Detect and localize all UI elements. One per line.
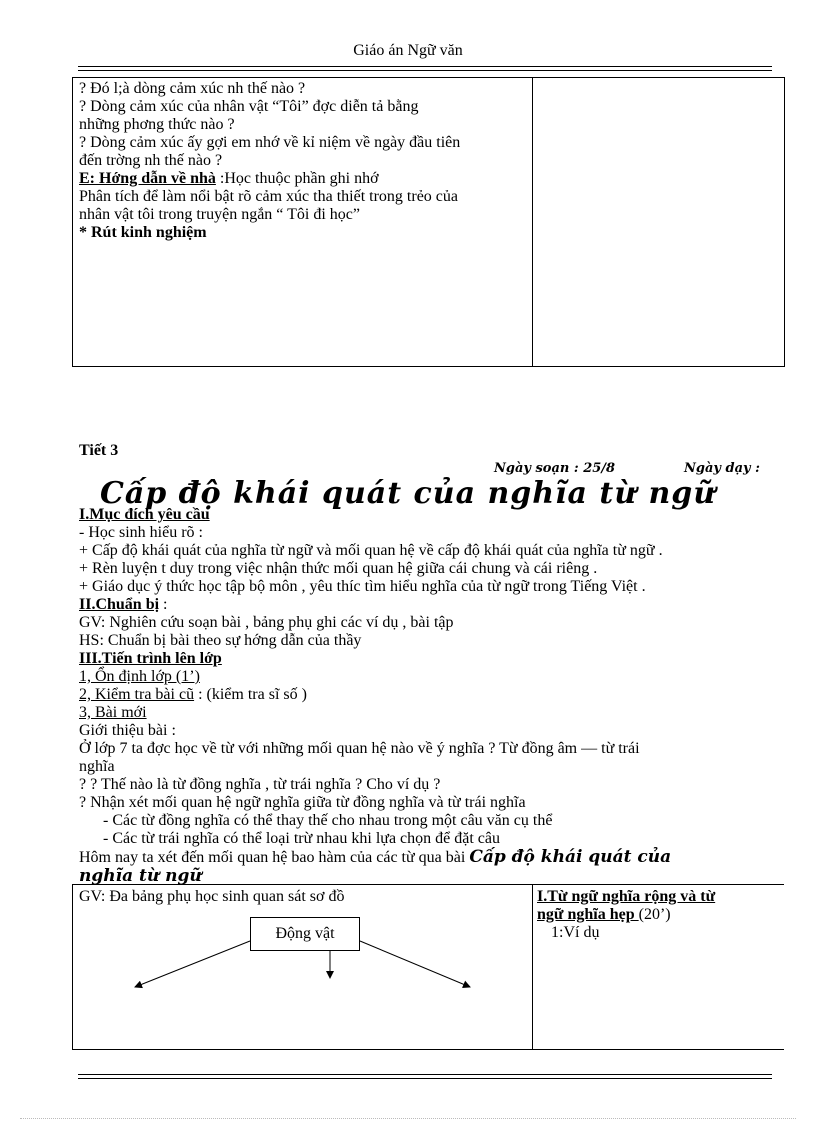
bullet-line-2: - Các từ trái nghĩa có thể loại trừ nhau khi lựa chọn để đặt câu [103,830,500,847]
intro-line-1: Giới thiệu bài : [79,722,176,739]
question-line-5: đến trờng nh thế nào ? [79,152,223,169]
intro-line-3: nghĩa [79,758,115,775]
section3-heading: III.Tiến trình lên lớp [79,650,222,667]
today-title-2: nghĩa từ ngữ [79,866,202,886]
bullet-line-1: - Các từ đồng nghĩa có thể thay thế cho nhau trong một câu văn cụ thể [103,812,553,829]
section1-line-2: + Cấp độ khái quát của nghĩa từ ngữ và mối quan hệ về cấp độ khái quát của nghĩa từ ngữ . [79,542,663,559]
question-line-3: những phơng thức nào ? [79,116,235,133]
step-2: 2, Kiểm tra bài cũ [79,686,195,703]
question-line-1: ? Đó l;à dòng cảm xúc nh thế nào ? [79,80,306,97]
step-3: 3, Bài mới [79,704,147,721]
today-title-1: Cấp độ khái quát của [469,847,672,867]
arrow-left [135,941,250,987]
question-line-4: ? Dòng cảm xúc ấy gợi em nhớ về kỉ niệm về ngày đầu tiên [79,134,461,151]
intro-line-5: ? Nhận xét mối quan hệ ngữ nghĩa giữa từ đồng nghĩa và từ trái nghĩa [79,794,526,811]
section2-line-1: GV: Nghiên cứu soạn bài , bảng phụ ghi các ví dụ , bài tập [79,614,454,631]
page-bottom-dotted-line [20,1118,796,1119]
homework-label: E: Hớng dẫn về nhà [79,170,216,187]
section1-line-3: + Rèn luyện t duy trong việc nhận thức mối quan hệ giữa cái chung và cái riêng . [79,560,598,577]
bottom-left-text: GV: Đa bảng phụ học sinh quan sát sơ đồ [79,888,345,905]
section2-line-2: HS: Chuẩn bị bài theo sự hớng dẫn của thầy [79,632,362,649]
homework-text: :Học thuộc phần ghi nhớ [215,170,379,187]
lesson-title: Cấp độ khái quát của nghĩa từ ngữ [99,476,717,511]
document-header: Giáo án Ngữ văn [353,42,463,59]
date-taught: Ngày dạy : [684,461,760,476]
footer-double-rule [78,1074,772,1079]
experience-heading: * Rút kinh nghiệm [79,224,207,241]
analysis-line-2: nhân vật tôi trong truyện ngắn “ Tôi đi học” [79,206,360,223]
question-line-2: ? Dòng cảm xúc của nhân vật “Tôi” đợc diễn tả bằng [79,98,419,115]
today-prefix: Hôm nay ta xét đến mối quan hệ bao hàm của các từ qua bài [79,849,470,866]
section2-heading: II.Chuẩn bị [79,596,160,613]
section2-colon: : [159,596,168,613]
intro-line-4: ? ? Thế nào là từ đồng nghĩa , từ trái nghĩa ? Cho ví dụ ? [79,776,441,793]
step-2-detail: : (kiểm tra sĩ số ) [194,686,307,703]
step-1: 1, Ổn định lớp (1’) [79,668,200,685]
section1-line-1: - Học sinh hiểu rõ : [79,524,203,541]
right-subheading: 1:Ví dụ [551,924,600,941]
right-heading-2: ngữ nghĩa hẹp [537,906,639,923]
diagram-node-animal: Động vật [250,917,360,951]
right-heading-1: I.Từ ngữ nghĩa rộng và từ [537,888,716,905]
section1-heading: I.Mục đích yêu cầu [79,506,210,523]
intro-line-2: Ở lớp 7 ta đợc học về từ với những mối quan hệ nào về ý nghĩa ? Từ đồng âm — từ trái [79,740,640,757]
arrow-right [360,941,470,987]
period-label: Tiết 3 [79,442,119,459]
analysis-line-1: Phân tích để làm nổi bật rõ cảm xúc tha thiết trong trẻo của [79,188,458,205]
section1-line-4: + Giáo dục ý thức học tập bộ môn , yêu thíc tìm hiểu nghĩa của từ ngữ trong Tiếng Việt . [79,578,646,595]
date-prepared: Ngày soạn : 25/8 [494,461,616,476]
right-heading-time: (20’) [638,906,671,923]
